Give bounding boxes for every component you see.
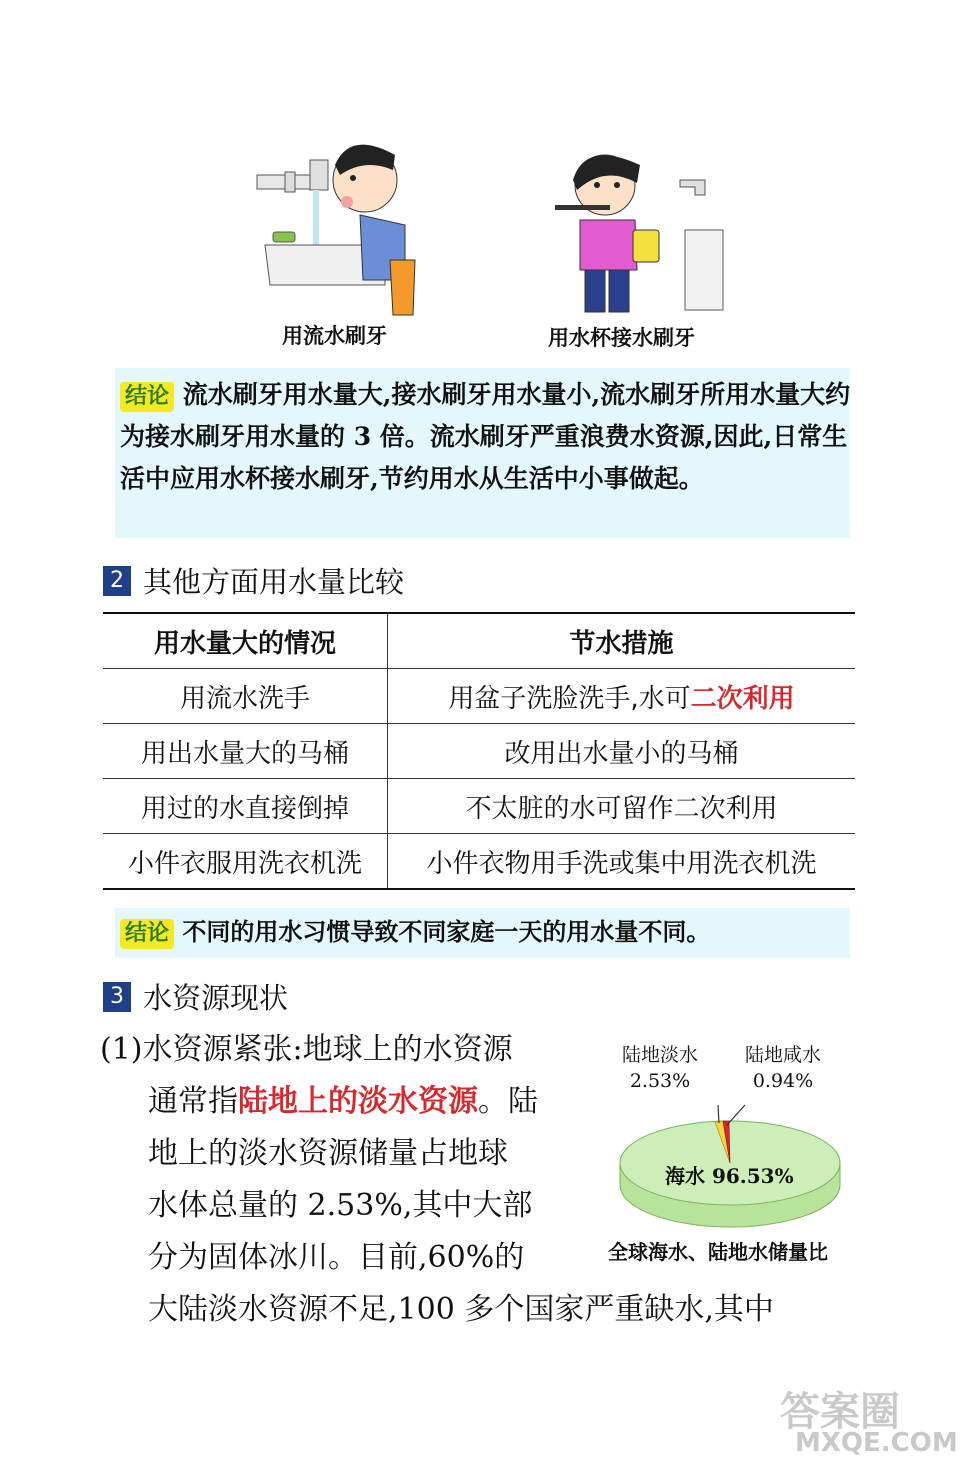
table-header-row bbox=[103, 613, 855, 669]
paragraph-line: 水体总量的 2.53%,其中大部 bbox=[148, 1188, 533, 1223]
section-3-heading bbox=[103, 976, 288, 1017]
highlight-fresh-water: 陆地上的淡水资源 bbox=[238, 1084, 478, 1119]
illustration-running-water bbox=[255, 120, 455, 320]
section-3-title: 水资源现状 bbox=[143, 981, 289, 1015]
water-usage-table bbox=[103, 612, 855, 890]
table-cell-measure: 改用出水量小的马桶 bbox=[388, 724, 856, 779]
paragraph-line: 通常指陆地上的淡水资源。陆 bbox=[148, 1084, 538, 1119]
section-2-heading bbox=[103, 560, 404, 601]
caption-cup-water: 用水杯接水刷牙 bbox=[548, 326, 695, 350]
highlight-reuse: 二次利用 bbox=[690, 683, 795, 714]
pie-label-salt: 陆地咸水 0.94% bbox=[744, 1044, 821, 1092]
section-3-number: 3 bbox=[103, 982, 131, 1012]
table-row bbox=[103, 669, 855, 724]
conclusion-tag: 结论 bbox=[120, 382, 174, 412]
table-cell-case: 用出水量大的马桶 bbox=[103, 724, 388, 779]
table-cell-case: 用过的水直接倒掉 bbox=[103, 779, 388, 834]
pie-label-sea: 海水 96.53% bbox=[665, 1164, 794, 1188]
pie-caption: 全球海水、陆地水储量比 bbox=[608, 1240, 828, 1264]
watermark-url: MXQE.COM bbox=[795, 1428, 958, 1458]
conclusion-2 bbox=[120, 915, 710, 949]
conclusion-1-text: 流水刷牙用水量大,接水刷牙用水量小,流水刷牙所用水量大约为接水刷牙用水量的 3 倍。流水刷牙严重浪费水资源,因此,日常生活中应用水杯接水刷牙,节约用水从生活中小事做起。 bbox=[120, 380, 851, 493]
table-cell-case: 用流水洗手 bbox=[103, 669, 388, 724]
conclusion-2-text: 不同的用水习惯导致不同家庭一天的用水量不同。 bbox=[182, 917, 711, 946]
pie-label-fresh: 陆地淡水 2.53% bbox=[621, 1044, 698, 1092]
table-cell-measure: 用盆子洗脸洗手,水可二次利用 bbox=[388, 669, 856, 724]
illustration-cup-water bbox=[545, 135, 725, 315]
conclusion-tag: 结论 bbox=[120, 919, 174, 949]
table-row bbox=[103, 779, 855, 834]
paragraph-line: 大陆淡水资源不足,100 多个国家严重缺水,其中 bbox=[148, 1292, 774, 1327]
table-cell-case: 小件衣服用洗衣机洗 bbox=[103, 834, 388, 890]
watermark-logo: 答案圈 bbox=[780, 1389, 900, 1435]
table-cell-measure: 不太脏的水可留作二次利用 bbox=[388, 779, 856, 834]
caption-running-water: 用流水刷牙 bbox=[282, 324, 387, 348]
table-row bbox=[103, 834, 855, 890]
conclusion-1 bbox=[120, 374, 855, 500]
paragraph-line: 分为固体冰川。目前,60%的 bbox=[148, 1240, 525, 1275]
table-row bbox=[103, 724, 855, 779]
section-2-title: 其他方面用水量比较 bbox=[143, 565, 405, 599]
table-header-measure: 节水措施 bbox=[388, 613, 856, 669]
water-pie-chart bbox=[615, 1095, 845, 1235]
table-cell-measure: 小件衣物用手洗或集中用洗衣机洗 bbox=[388, 834, 856, 890]
paragraph-line: 地上的淡水资源储量占地球 bbox=[148, 1136, 508, 1171]
table-header-case: 用水量大的情况 bbox=[103, 613, 388, 669]
section-2-number: 2 bbox=[103, 566, 131, 596]
paragraph-line: (1)水资源紧张:地球上的水资源 bbox=[100, 1032, 513, 1067]
